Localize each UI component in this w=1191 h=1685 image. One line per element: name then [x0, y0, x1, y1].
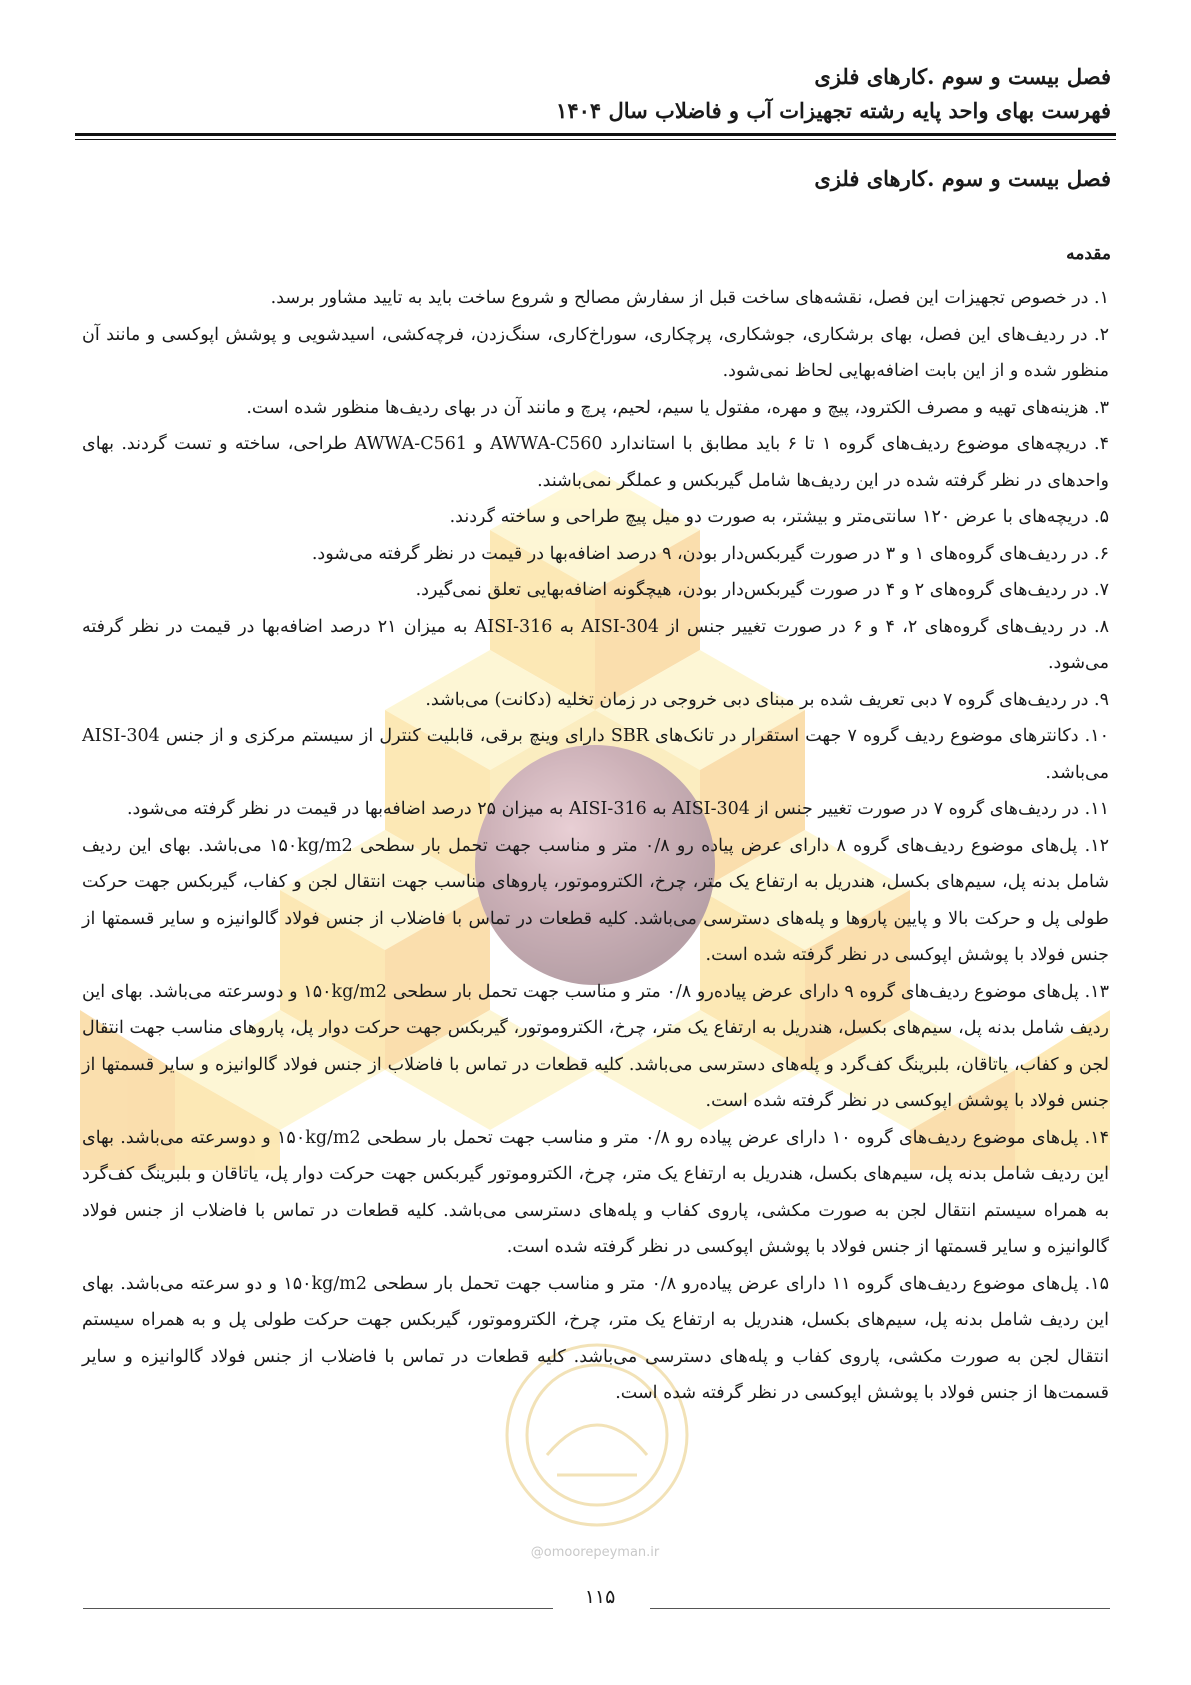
footer-rule-right — [650, 1608, 1110, 1609]
intro-heading: مقدمه — [1066, 244, 1111, 264]
list-item: ۱۲. پل‌های موضوع ردیف‌های گروه ۸ دارای عرض پیاده رو ۰/۸ متر و مناسب جهت تحمل بار سطحی ۱۵۰kg/m2 می‌باشد. بهای این ردیف شامل بدنه پل، سیم‌های بکسل، هندریل به ارتفاع یک متر، چرخ، الکتروموتور، پاروهای مناسب جهت انتقال لجن و کفاب، گیربکس جهت حرکت طولی پل و حرکت بالا و پایین پاروها و پله‌های دسترسی می‌باشد. کلیه قطعات در تماس با فاضلاب از جنس فولاد گالوانیزه و سایر قسمتها از جنس فولاد با پوشش اپوکسی در نظر گرفته شده است. — [82, 835, 1109, 965]
page-number: ۱۱۵ — [584, 1586, 616, 1608]
intro-list — [82, 280, 1109, 1412]
list-item: ۵. دریچه‌های با عرض ۱۲۰ سانتی‌متر و بیشتر، به صورت دو میل پیچ طراحی و ساخته گردند. — [449, 507, 1109, 527]
list-item: ۱۴. پل‌های موضوع ردیف‌های گروه ۱۰ دارای عرض پیاده رو ۰/۸ متر و مناسب جهت تحمل بار سطحی ۱۵۰kg/m2 و دوسرعته می‌باشد. بهای این ردیف شامل بدنه پل، سیم‌های بکسل، هندریل به ارتفاع یک متر، چرخ، الکتروموتور گیربکس جهت حرکت دوار پل، یاتاقان و بلبرینگ کف‌گرد به همراه سیستم انتقال لجن به صورت مکشی، پاروی کفاب و پله‌های دسترسی می‌باشد. کلیه قطعات در تماس با فاضلاب از جنس فولاد گالوانیزه و سایر قسمتها از جنس فولاد با پوشش اپوکسی در نظر گرفته شده است. — [82, 1127, 1109, 1257]
list-item: ۱. در خصوص تجهیزات این فصل، نقشه‌های ساخت قبل از سفارش مصالح و شروع ساخت باید به تایید مشاور برسد. — [270, 288, 1109, 308]
header-document-title: فهرست بهای واحد پایه رشته تجهیزات آب و فاضلاب سال ۱۴۰۴ — [556, 98, 1111, 123]
footer-rule-left — [83, 1608, 553, 1609]
list-item: ۶. در ردیف‌های گروه‌های ۱ و ۳ در صورت گیربکس‌دار بودن، ۹ درصد اضافه‌بها در قیمت در نظر گرفته می‌شود. — [311, 543, 1109, 564]
list-item: ۷. در ردیف‌های گروه‌های ۲ و ۴ در صورت گیربکس‌دار بودن، هیچگونه اضافه‌بهایی تعلق نمی‌گیرد. — [415, 580, 1109, 600]
page-header — [80, 60, 1111, 128]
list-item: ۱۵. پل‌های موضوع ردیف‌های گروه ۱۱ دارای عرض پیاده‌رو ۰/۸ متر و مناسب جهت تحمل بار سطحی ۱۵۰kg/m2 و دو سرعته می‌باشد. بهای این ردیف شامل بدنه پل، سیم‌های بکسل، هندریل به ارتفاع یک متر، چرخ، الکتروموتور، گیربکس جهت حرکت طولی پل و به همراه سیستم انتقال لجن به صورت مکشی، پاروی کفاب و پله‌های دسترسی می‌باشد. کلیه قطعات در تماس با فاضلاب از جنس فولاد گالوانیزه و سایر قسمت‌ها از جنس فولاد با پوشش اپوکسی در نظر گرفته شده است. — [82, 1273, 1109, 1403]
watermark-url: @omoorepeyman.ir — [530, 1545, 660, 1560]
list-item: ۱۰. دکانترهای موضوع ردیف گروه ۷ جهت استقرار در تانک‌های SBR دارای وینچ برقی، قابلیت کنترل از سیستم مرکزی و از جنس AISI-304 می‌باشد. — [82, 726, 1110, 783]
chapter-title: فصل بیست و سوم .کارهای فلزی — [814, 166, 1111, 191]
header-chapter: فصل بیست و سوم .کارهای فلزی — [814, 64, 1111, 89]
header-rule-thick — [75, 133, 1116, 136]
list-item: ۸. در ردیف‌های گروه‌های ۲، ۴ و ۶ در صورت تغییر جنس از AISI-304 به AISI-316 به میزان ۲۱ درصد اضافه‌بها در قیمت در نظر گرفته می‌شود. — [82, 616, 1109, 673]
list-item: ۴. دریچه‌های موضوع ردیف‌های گروه ۱ تا ۶ باید مطابق با استاندارد AWWA-C560 و AWWA-C561 طراحی، ساخته و تست گردند. بهای واحدهای در نظر گرفته شده در این ردیف‌ها شامل گیربکس و عملگر نمی‌باشند. — [82, 434, 1110, 491]
list-item: ۱۳. پل‌های موضوع ردیف‌های گروه ۹ دارای عرض پیاده‌رو ۰/۸ متر و مناسب جهت تحمل بار سطحی ۱۵۰kg/m2 و دوسرعته می‌باشد. بهای این ردیف شامل بدنه پل، سیم‌های بکسل، هندریل به ارتفاع یک متر، چرخ، الکتروموتور، گیربکس جهت حرکت دوار پل، پاروهای مناسب جهت انتقال لجن و کفاب، یاتاقان، بلبرینگ کف‌گرد و پله‌های دسترسی می‌باشد. کلیه قطعات در تماس با فاضلاب از جنس فولاد گالوانیزه و سایر قسمتها از جنس فولاد با پوشش اپوکسی در نظر گرفته شده است. — [82, 981, 1109, 1111]
list-item: ۲. در ردیف‌های این فصل، بهای برشکاری، جوشکاری، پرچکاری، سوراخ‌کاری، سنگ‌زدن، فرچه‌کشی، اسیدشویی و پوشش اپوکسی و مانند آن منظور شده و از این بابت اضافه‌بهایی لحاظ نمی‌شود. — [82, 324, 1109, 381]
list-item: ۹. در ردیف‌های گروه ۷ دبی تعریف شده بر مبنای دبی خروجی در زمان تخلیه (دکانت) می‌باشد. — [425, 689, 1109, 710]
list-item: ۱۱. در ردیف‌های گروه ۷ در صورت تغییر جنس از AISI-304 به AISI-316 به میزان ۲۵ درصد اضافه‌بها در قیمت در نظر گرفته می‌شود. — [126, 799, 1109, 819]
list-item: ۳. هزینه‌های تهیه و مصرف الکترود، پیچ و مهره، مفتول یا سیم، لحیم، پرچ و مانند آن در بهای ردیف‌ها منظور شده است. — [246, 397, 1109, 418]
header-rule-thin — [75, 139, 1116, 140]
